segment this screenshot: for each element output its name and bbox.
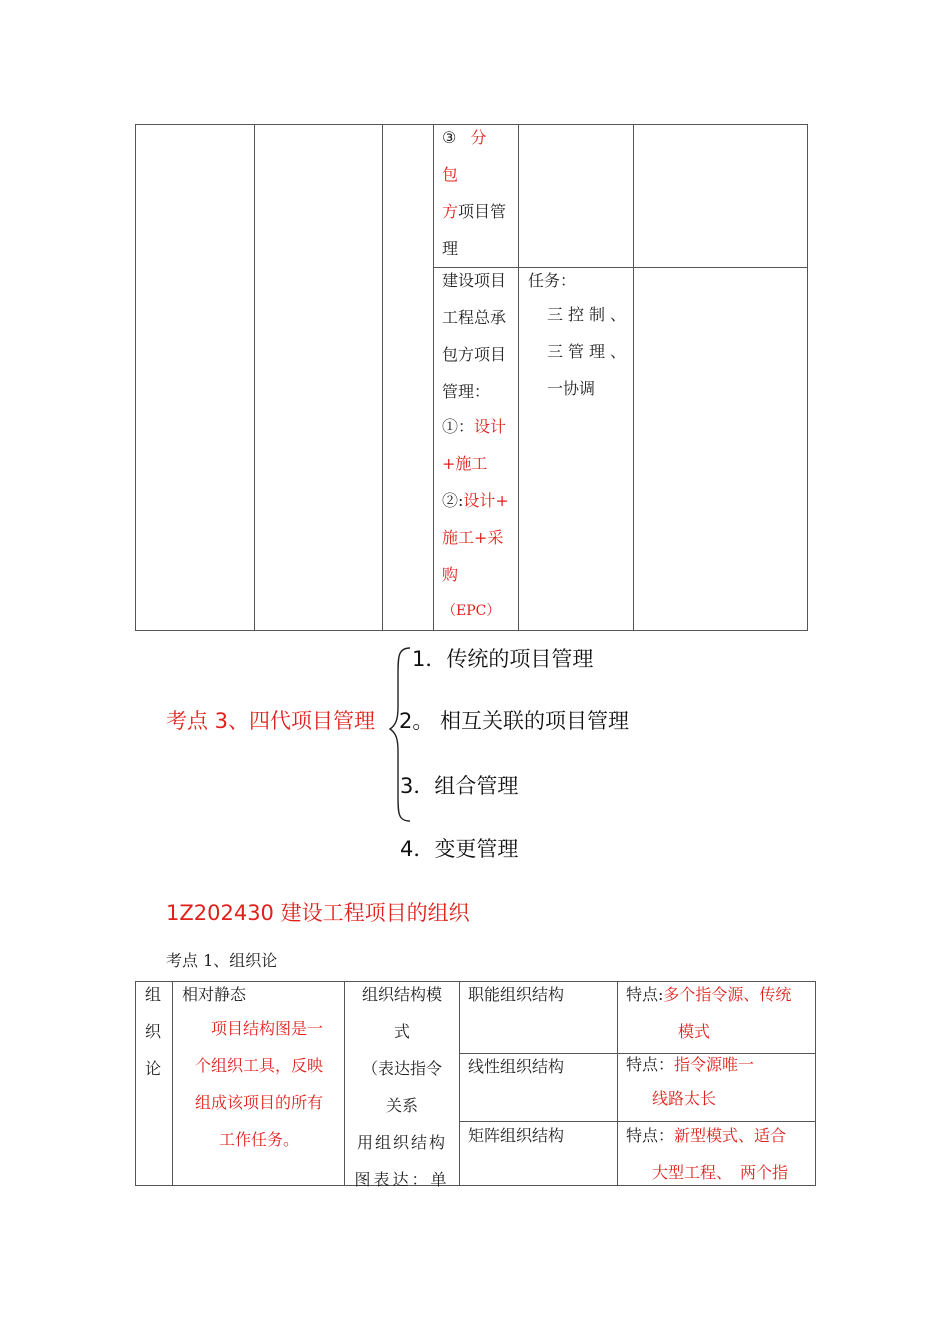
mindmap-title: 考点 3、四代项目管理 [166,709,376,733]
matrix-structure-feature: 特点：新型模式、适合 大型工程、 两个指 [626,1126,789,1182]
point-label: 考点 1、组织论 [166,951,278,970]
mindmap-item-2: 2。 相互关联的项目管理 [399,709,630,733]
subcontractor-management-cell: ③ 分包 方项目管 理 [442,128,507,258]
mindmap-item-4: 4．变更管理 [400,837,519,861]
mindmap-item-1: 1．传统的项目管理 [412,647,594,671]
general-contractor-options: ①：设计 +施工 ②:设计+ 施工+采 购 （EPC） [442,417,509,619]
tasks-cell: 任务： [528,271,577,290]
relative-static-label: 相对静态 [182,985,247,1004]
tasks-list: 三控制、 三管理、 一协调 [547,305,632,398]
functional-structure-label: 职能组织结构 [468,985,565,1004]
matrix-structure-label: 矩阵组织结构 [468,1126,565,1145]
linear-structure-label: 线性组织结构 [468,1057,565,1076]
section-title: 1Z202430 建设工程项目的组织 [166,901,470,925]
project-structure-note: 项目结构图是一 个组织工具，反映 组成该项目的所有 工作任务。 [194,1019,323,1149]
general-contractor-cell: 建设项目 工程总承 包方项目 管理： [442,271,507,401]
functional-structure-feature: 特点:多个指令源、传统 模式 [626,985,792,1041]
org-structure-mode-cell: 组织结构模 式 （表达指令 关系 用组织结构 图表达：单 [354,985,450,1189]
mindmap-item-3: 3．组合管理 [400,774,519,798]
linear-structure-feature: 特点：指令源唯一 线路太长 [626,1055,755,1108]
org-theory-label: 组 织 论 [145,985,162,1078]
